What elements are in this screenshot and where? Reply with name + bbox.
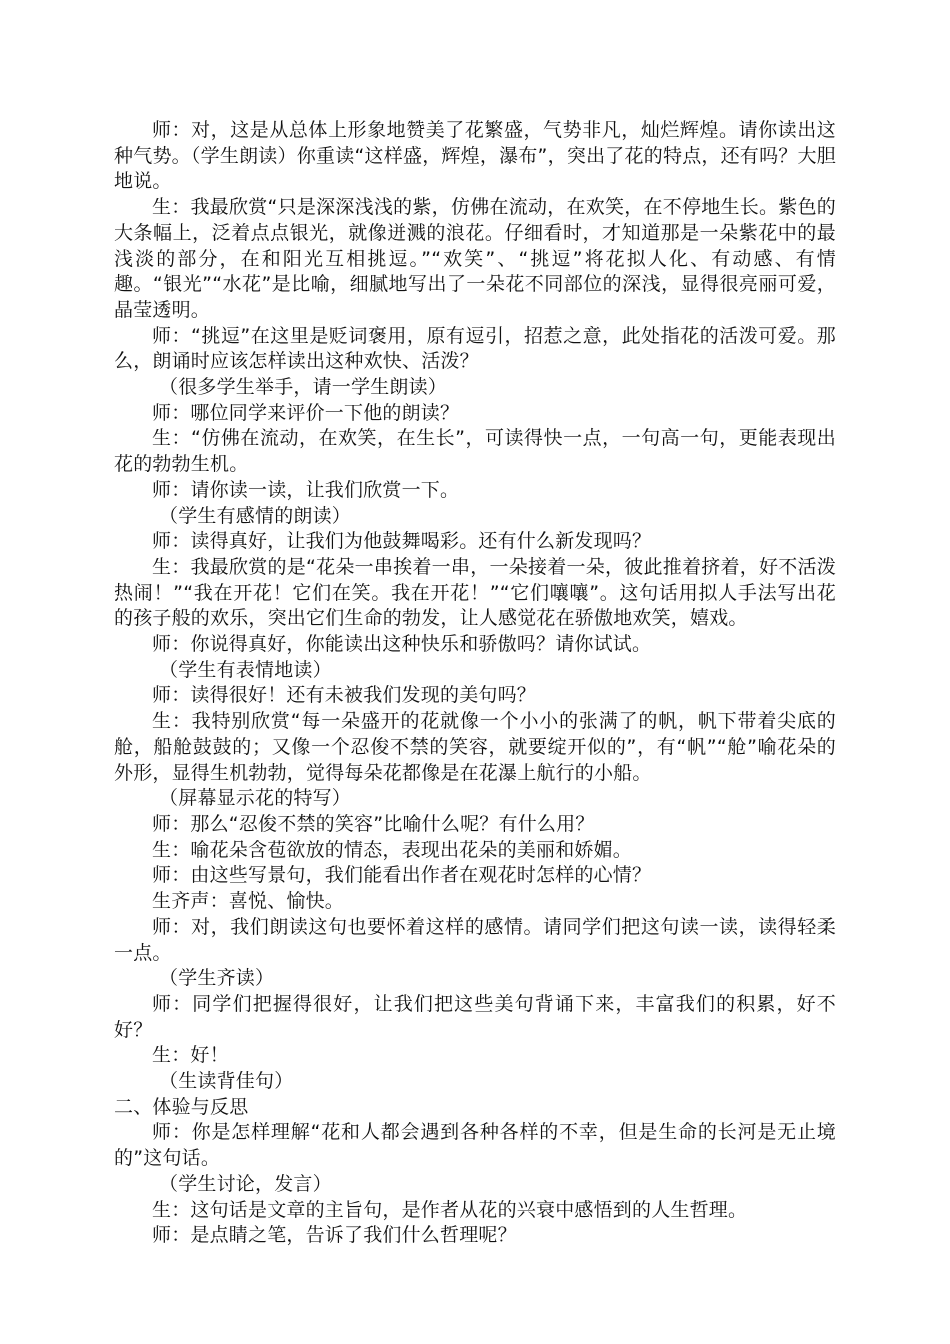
paragraph-student-favorite-purple: 生：我最欣赏“只是深深浅浅的紫，仿佛在流动，在欢笑，在不停地生长。紫色的大条幅上，泛着点点银光，就像迸溅的浪花。仔细看时，才知道那是一朵紫花中的最浅淡的部分，在和阳光互相挑逗。”“欢笑”、“挑逗”将花拟人化、有动感、有情趣。“银光”“水花”是比喻，细腻地写出了一朵花不同部位的深浅，显得很亮丽可爱，晶莹透明。 (114, 196, 836, 321)
paragraph-students-chorus: 生齐声：喜悦、愉快。 (152, 890, 345, 913)
paragraph-teacher-more: 师：读得很好！还有未被我们发现的美句吗？ (152, 684, 537, 707)
stage-note-expressive-reading: （学生有表情地读） (159, 658, 332, 681)
paragraph-teacher-philosophy: 师：是点睛之笔，告诉了我们什么哲理呢？ (152, 1224, 517, 1247)
paragraph-student-bud: 生：喻花朵含苞欲放的情态，表现出花朵的美丽和娇媚。 (152, 838, 633, 861)
paragraph-student-ok: 生：好！ (152, 1044, 229, 1067)
stage-note-screen-closeup: （屏幕显示花的特写） (159, 787, 352, 810)
section-heading-reflection: 二、体验与反思 (114, 1095, 249, 1118)
stage-note-emotional-reading: （学生有感情的朗读） (159, 504, 352, 527)
paragraph-student-lively: 生：我最欣赏的是“花朵一串挨着一串，一朵接着一朵，彼此推着挤着，好不活泼热闹！”“我在开花！它们在笑。我在开花！”“它们嚷嚷”。这句话用拟人手法写出花的孩子般的欢乐，突出它们生命的勃发，让人感觉花在骄傲地欢笑，嬉戏。 (114, 555, 836, 630)
paragraph-teacher-mood: 师：由这些写景句，我们能看出作者在观花时怎样的心情？ (152, 864, 652, 887)
paragraph-teacher-cheer: 师：读得真好，让我们为他鼓舞喝彩。还有什么新发现吗？ (152, 530, 652, 553)
paragraph-student-sail: 生：我特别欣赏“每一朵盛开的花就像一个小小的张满了的帆，帆下带着尖底的舱，船舱鼓鼓的；又像一个忍俊不禁的笑容，就要绽开似的”，有“帆”“舱”喻花朵的外形，显得生机勃勃，觉得每朵花都像是在花瀑上航行的小船。 (114, 710, 836, 784)
paragraph-teacher-praise: 师：对，这是从总体上形象地赞美了花繁盛，气势非凡，灿烂辉煌。请你读出这种气势。（学生朗读）你重读“这样盛，辉煌，瀑布”，突出了花的特点，还有吗？大胆地说。 (114, 119, 836, 193)
paragraph-teacher-read: 师：请你读一读，让我们欣赏一下。 (152, 478, 460, 501)
paragraph-teacher-evaluate: 师：哪位同学来评价一下他的朗读？ (152, 401, 460, 424)
paragraph-student-theme: 生：这句话是文章的主旨句，是作者从花的兴衰中感悟到的人生哲理。 (152, 1198, 748, 1221)
paragraph-teacher-gentle: 师：对，我们朗读这句也要怀着这样的感情。请同学们把这句读一读，读得轻柔一点。 (114, 915, 836, 964)
paragraph-teacher-river: 师：你是怎样理解“花和人都会遇到各种各样的不幸，但是生命的长河是无止境的”这句话。 (114, 1121, 836, 1170)
stage-note-group-reading: （学生齐读） (159, 967, 275, 990)
paragraph-student-faster: 生：“仿佛在流动，在欢笑，在生长”，可读得快一点，一句高一句，更能表现出花的勃勃生机。 (114, 427, 836, 476)
paragraph-teacher-tease: 师：“挑逗”在这里是贬词褒用，原有逗引，招惹之意，此处指花的活泼可爱。那么，朗诵时应该怎样读出这种欢快、活泼？ (114, 324, 836, 373)
stage-note-hands-raised: （很多学生举手，请一学生朗读） (159, 376, 448, 399)
document-page (114, 118, 836, 1249)
stage-note-recite: （生读背佳句） (159, 1070, 294, 1093)
paragraph-teacher-try: 师：你说得真好，你能读出这种快乐和骄傲吗？请你试试。 (152, 633, 652, 656)
paragraph-teacher-smile: 师：那么“忍俊不禁的笑容”比喻什么呢？有什么用？ (152, 812, 595, 835)
stage-note-discussion: （学生讨论，发言） (159, 1172, 332, 1195)
paragraph-teacher-memorize: 师：同学们把握得很好，让我们把这些美句背诵下来，丰富我们的积累，好不好？ (114, 992, 836, 1041)
